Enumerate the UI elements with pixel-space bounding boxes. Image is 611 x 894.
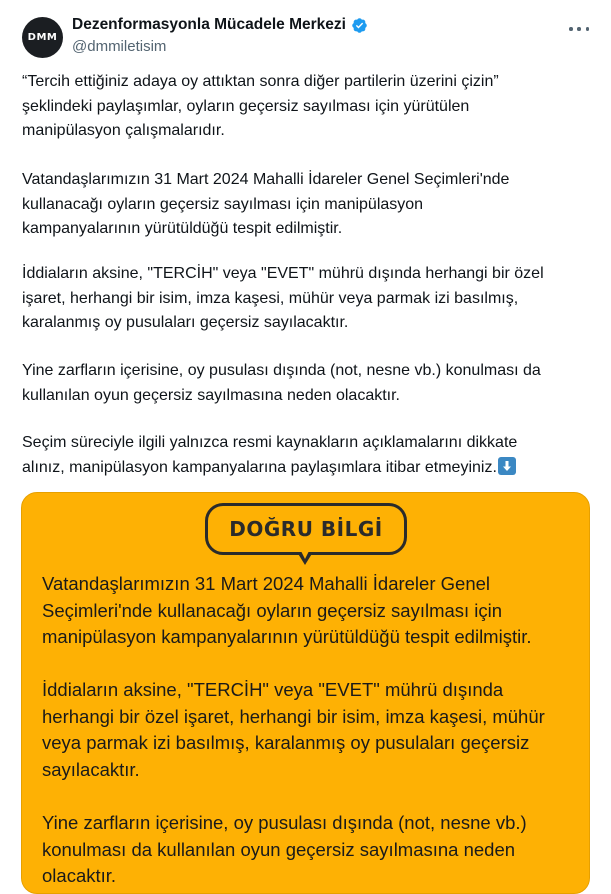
avatar[interactable]: DMM <box>22 17 63 58</box>
more-options-icon[interactable] <box>569 24 589 34</box>
tweet-paragraph-3 <box>22 262 544 336</box>
display-name[interactable]: Dezenformasyonla Mücadele Merkezi <box>72 16 346 33</box>
tweet-line: karalanmış oy pusulaları geçersiz sayılacaktır. <box>22 314 349 331</box>
card-line: sayılacaktır. <box>42 758 140 780</box>
tweet-paragraph-1 <box>22 70 499 144</box>
tweet-line: kullanılan oyun geçersiz sayılmasına neden olacaktır. <box>22 386 400 404</box>
tweet-line <box>22 456 517 481</box>
card-line: Yine zarfların içerisine, oy pusulası dışında (not, nesne vb.) <box>42 812 527 833</box>
down-arrow-emoji-icon <box>498 457 516 475</box>
card-line: veya parmak izi basılmış, karalanmış oy pusulaları geçersiz <box>42 732 530 753</box>
tweet-line: Vatandaşlarımızın 31 Mart 2024 Mahalli İdareler Genel Seçimleri'nde <box>22 171 510 188</box>
card-paragraph-1 <box>42 571 531 651</box>
card-line: konulması da kullanılan oyun geçersiz sayılmasına neden <box>42 838 516 860</box>
tweet-image[interactable] <box>21 492 590 894</box>
card-line: İddiaların aksine, "TERCİH" veya "EVET" mührü dışında <box>42 679 504 700</box>
card-line: manipülasyon kampanyalarının yürütüldüğü tespit edilmiştir. <box>42 626 532 647</box>
tweet-paragraph-2 <box>22 168 509 242</box>
tweet-line: Yine zarfların içerisine, oy pusulası dışında (not, nesne vb.) konulması da <box>22 362 541 379</box>
badge-speech-tail-inner <box>301 551 309 559</box>
card-line: Vatandaşlarımızın 31 Mart 2024 Mahalli İdareler Genel <box>42 573 491 594</box>
dogru-bilgi-badge: DOĞRU BİLGİ <box>205 503 407 555</box>
tweet-line-text: alınız, manipülasyon kampanyalarına paylaşımlara itibar etmeyiniz. <box>22 458 497 476</box>
tweet-paragraph-5 <box>22 431 517 480</box>
card-paragraph-2 <box>42 677 545 783</box>
tweet-line: kampanyalarının yürütüldüğü tespit edilmiştir. <box>22 220 343 237</box>
tweet-line: kullanacağı oyların geçersiz sayılması için manipülasyon <box>22 195 424 213</box>
card-line: olacaktır. <box>42 865 117 886</box>
tweet-line: işaret, herhangi bir isim, imza kaşesi, mühür veya parmak izi basılmış, <box>22 289 519 307</box>
card-paragraph-3 <box>42 810 527 890</box>
author-name-row <box>72 16 368 34</box>
tweet-line: şeklindeki paylaşımlar, oyların geçersiz sayılması için yürütülen <box>22 97 470 115</box>
tweet-line: “Tercih ettiğiniz adaya oy attıktan sonra diğer partilerin üzerini çizin” <box>22 73 499 90</box>
card-line: herhangi bir özel işaret, herhangi bir isim, imza kaşesi, mühür <box>42 705 545 727</box>
card-line: Seçimleri'nde kullanacağı oyların geçersiz sayılması için <box>42 599 503 621</box>
tweet-paragraph-4 <box>22 359 541 408</box>
author-handle[interactable]: @dmmiletisim <box>72 38 167 55</box>
tweet-line: manipülasyon çalışmalarıdır. <box>22 122 225 139</box>
tweet-line: İddiaların aksine, "TERCİH" veya "EVET" mührü dışında herhangi bir özel <box>22 265 544 282</box>
verified-badge-icon <box>351 17 368 34</box>
tweet-line: Seçim süreciyle ilgili yalnızca resmi kaynakların açıklamalarını dikkate <box>22 434 518 451</box>
